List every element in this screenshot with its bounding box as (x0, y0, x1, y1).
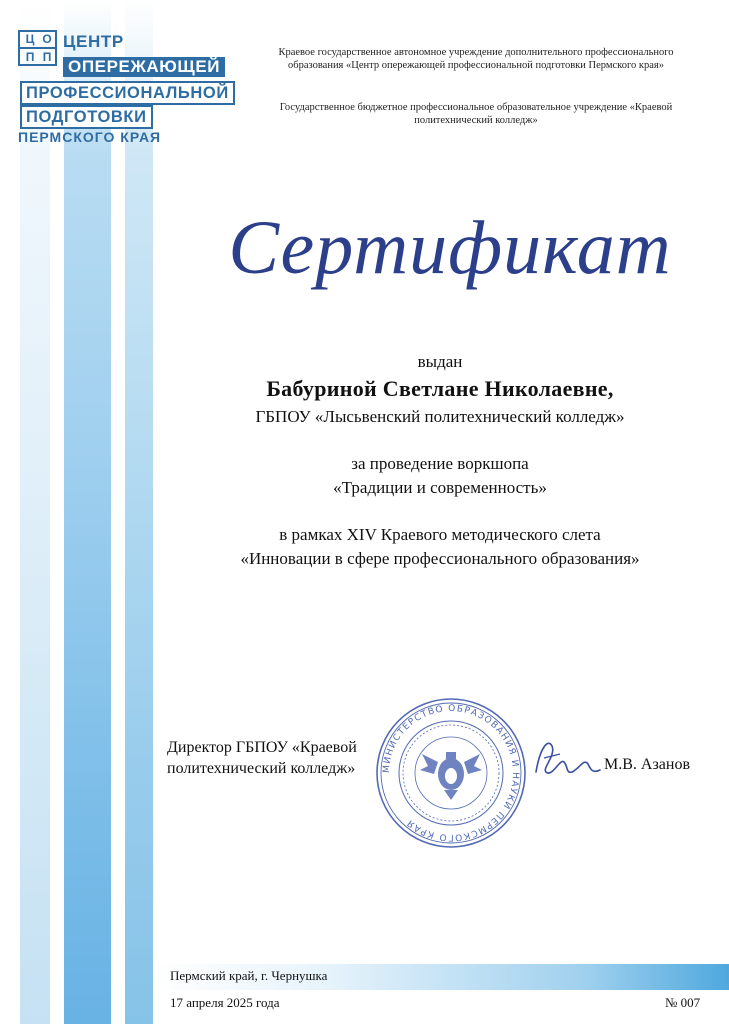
event-line: в рамках XIV Краевого методического слета (279, 525, 601, 544)
certificate-number: № 007 (665, 995, 701, 1010)
issue-date: 17 апреля 2025 года (170, 995, 280, 1010)
decorative-stripe-middle (64, 0, 111, 1024)
certificate-title: Сертификат (228, 206, 672, 290)
decorative-stripe-left (20, 0, 50, 1024)
official-stamp (374, 696, 528, 850)
logo-text-line: ПОДГОТОВКИ (20, 105, 153, 129)
issuing-organization-2: Государственное бюджетное профессиональное образовательное учреждение «Краевой политехнический колледж» (279, 102, 673, 126)
organization-logo (18, 30, 238, 145)
logo-text-line: ПРОФЕССИОНАЛЬНОЙ (20, 81, 235, 105)
issuing-organization-1: Краевое государственное автономное учреждение дополнительного профессионального образования «Центр опережающей профессиональной подготовки Пермского края» (278, 47, 674, 71)
reason-line: за проведение воркшопа (351, 454, 529, 473)
workshop-title: «Традиции и современность» (333, 478, 547, 497)
issued-label: выдан (417, 352, 463, 371)
logo-mark-divider (20, 47, 55, 49)
logo-mark-letter: П (42, 50, 52, 64)
signatory-position (167, 737, 357, 779)
logo-mark-letter: П (25, 50, 35, 64)
signatory-position-line: Директор ГБПОУ «Краевой (167, 739, 357, 756)
logo-text-line: ПЕРМСКОГО КРАЯ (18, 129, 162, 145)
recipient-name: Бабуриной Светлане Николаевне, (266, 376, 614, 401)
decorative-stripe-right (125, 0, 153, 1024)
logo-mark (18, 30, 57, 66)
logo-mark-letter: О (42, 32, 52, 46)
event-title: «Инновации в сфере профессионального образования» (240, 549, 640, 568)
handwritten-signature (530, 728, 610, 788)
issue-place: Пермский край, г. Чернушка (170, 968, 328, 983)
logo-text-line: ЦЕНТР (63, 32, 124, 51)
signatory-name: М.В. Азанов (604, 756, 690, 773)
signatory-position-line: политехнический колледж» (167, 760, 356, 777)
stamp-text: МИНИСТЕРСТВО ОБРАЗОВАНИЯ И НАУКИ ПЕРМСКОГО КРАЯ (381, 703, 521, 843)
logo-text-line: ОПЕРЕЖАЮЩЕЙ (63, 57, 225, 77)
logo-mark-letter: Ц (25, 32, 35, 46)
recipient-college: ГБПОУ «Лысьвенский политехнический колледж» (255, 407, 625, 426)
